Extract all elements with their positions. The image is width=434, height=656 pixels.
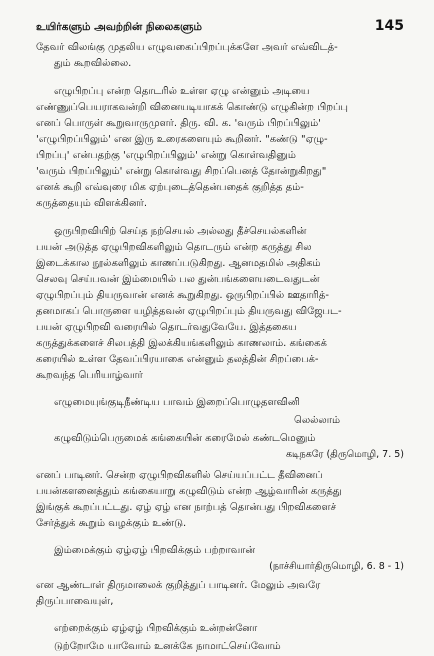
verse-line: எற்றைக்கும் ஏழ்ஏழ் பிறவிக்கும் உன்றன்னோ (54, 623, 258, 634)
page-header (36, 18, 410, 34)
text-line: ஏழுபிறப்பும் தியருவான் எனக் கூறுகிறது. ஒருபிறப்பில் ஊதாரித்- (36, 290, 329, 301)
text-line: எனப் பொருள் கூறுவாருமுளர். திரு. வி. க. 'வரும் பிறப்பிலும்' (36, 118, 321, 129)
text-line: பயன்களனைத்தும் கங்கையாறு கழுவிடும் என்ற ஆழ்வாரின் கருத்து (36, 486, 342, 497)
text-line: பயன் ஏழுபிறவி வரையில் தொடர்வதுவேயே. இத்தகைய (36, 322, 297, 333)
running-title: உயிர்களும் அவற்றின் நிலைகளும் (36, 21, 202, 33)
text-line: இங்குக் கூறப்பட்டது. ஏழ் ஏழ் என நாற்பத் தொன்பது பிறவிகளைச் (36, 502, 337, 513)
text-line: பிறப்பு' என்பதற்கு 'எழுபிறப்பிலும்' என்று கொள்வதினும் (36, 150, 296, 161)
text-line: இடைக்கால நூல்களிலும் காணப்படுகிறது. ஆனமதமில் அதிகம் (36, 258, 321, 269)
text-line: கரையில் உள்ள தேவப்பிரயாகை என்னும் தலத்தின் சிறப்பைக்- (36, 354, 319, 365)
text-line: ஒருபிறவியிற் செய்த நற்செயல் அல்லது தீச்செயல்களின் (54, 226, 307, 237)
verse-quote-1 (36, 394, 410, 462)
text-line: கூறவந்த பெரியாழ்வார் (36, 370, 143, 381)
verse-quote-3 (36, 620, 410, 656)
text-line: கருத்துக்களைச் சிலபத்தி இலக்கியங்களிலும் காணலாம். கங்கைக் (36, 338, 327, 349)
text-line: திருப்பாவையுள், (36, 596, 114, 607)
verse-citation: (நாச்சியார்திருமொழி, 6. 8 - 1) (269, 561, 404, 572)
verse-line: எழுமையுங்குடிநீண்டிய பாவம் இறைப்பொழுதளவினி (54, 397, 300, 408)
text-line: எனப் பாடினர். சென்ற ஏழுபிறவிகளில் செய்யப்பட்ட தீவினைப் (36, 470, 323, 481)
verse-line: டுற்றோமே யாவோம் உனக்கே நாமாட்செய்வோம் (54, 641, 281, 652)
text-line: தனமாகப் பொருளை யழித்தவன் ஏழுபிறப்பும் தியருவது விஜேபட- (36, 306, 342, 317)
verse-line: லெல்லாம் (294, 415, 340, 426)
text-line: எண்ணுப்பெயராகவன்றி வினையடியாகக் கொண்டு எழுகின்ற பிறப்பு (36, 102, 348, 113)
page-number: 145 (374, 18, 404, 34)
paragraph-5 (36, 578, 410, 610)
text-line: பயன் அடுத்த ஏழுபிறவிகளிலும் தொடரும் என்ற கருத்து சில (36, 242, 312, 253)
paragraph-4 (36, 468, 410, 532)
text-line: கருத்தையும் விளக்கினர். (36, 198, 148, 209)
text-line: எனக் கூறி எவ்வுரை மிக ஏற்புடைத்தென்பதைக் குறித்த தம்- (36, 182, 304, 193)
verse-citation: கடிநகரே (திருமொழி, 7. 5) (285, 449, 404, 460)
text-line: தும் கூறவில்லை. (54, 58, 132, 69)
text-line: சேர்த்துக் கூறும் வழக்கும் உண்டு. (36, 518, 187, 529)
text-line: 'வரும் பிறப்பிலும்' என்று கொள்வது சிறப்பெனத் தோன்றுகிறது" (36, 166, 327, 177)
text-line: 'எழுபிறப்பிலும்' என இரு உரைகளையும் கூறினர். "கண்டு "ஏழு- (36, 134, 328, 145)
text-line: என ஆண்டாள் திருமாலைக் குறித்துப் பாடினர். மேலும் அவரே (36, 580, 321, 591)
verse-line: கழுவிடும்பெருமைக் கங்கையின் கரைமேல் கண்டமெனும் (54, 433, 316, 444)
text-line: தேவர் விலங்கு முதலிய எழுவகைப்பிறப்புக்களே அவர் எவ்விடத்- (36, 42, 338, 53)
verse-line: இம்மைக்கும் ஏழ்ஏழ் பிறவிக்கும் பற்றாவான் (54, 545, 256, 556)
text-line: செலவு செய்பவன் இம்மையில் பல துன்பங்களையடைவதுடன் (36, 274, 320, 285)
paragraph-1 (36, 40, 410, 72)
verse-quote-2 (36, 542, 410, 574)
paragraph-3 (36, 224, 410, 384)
paragraph-2 (36, 84, 410, 212)
text-line: எழுபிறப்பு என்ற தொடரில் உள்ள ஏழு என்னும் அடியை (54, 86, 310, 97)
